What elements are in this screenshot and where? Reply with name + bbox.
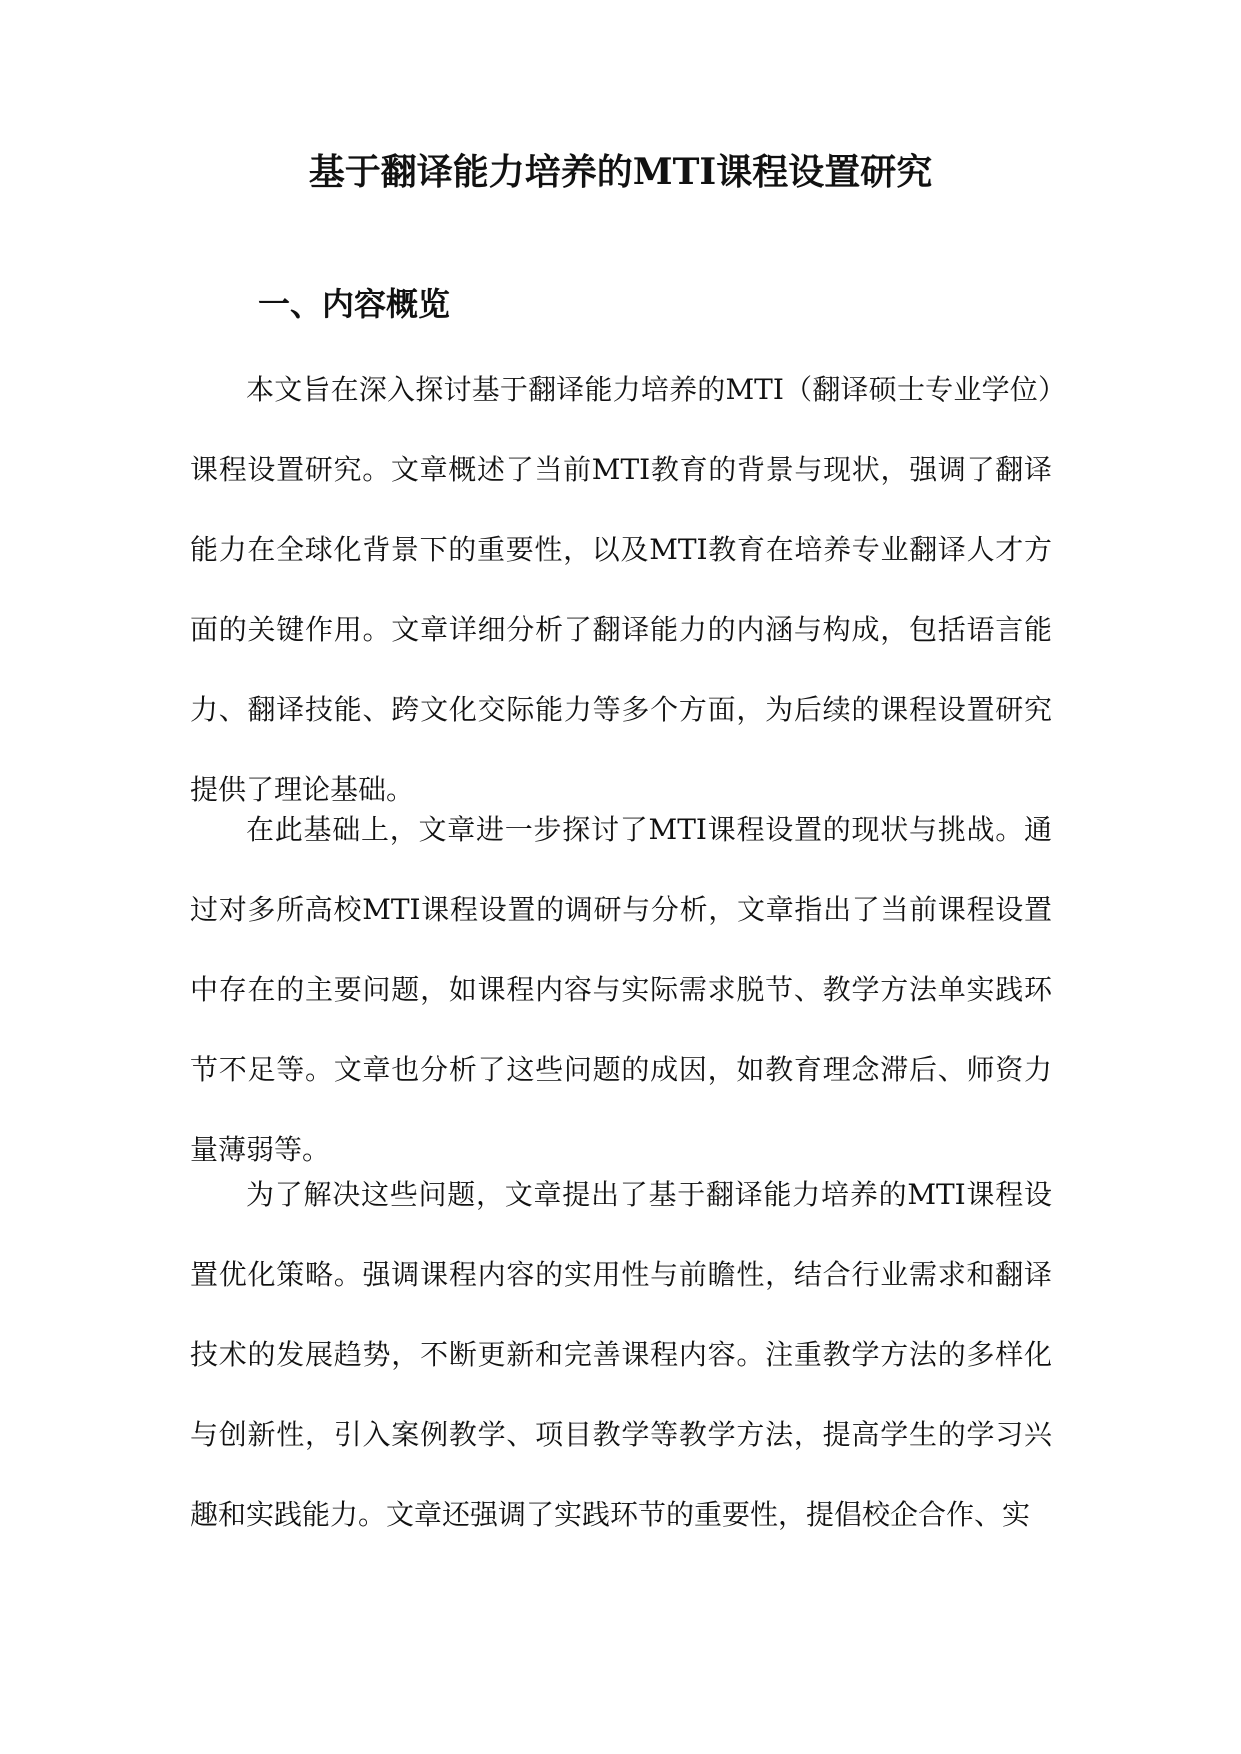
body-paragraph-1: 本文旨在深入探讨基于翻译能力培养的MTI（翻译硕士专业学位）课程设置研究。文章概述了当前MTI教育的背景与现状，强调了翻译能力在全球化背景下的重要性，以及MTI教育在培养专业翻译人才方面的关键作用。文章详细分析了翻译能力的内涵与构成，包括语言能力、翻译技能、跨文化交际能力等多个方面，为后续的课程设置研究提供了理论基础。 xyxy=(190,373,1052,806)
body-paragraph-2: 在此基础上，文章进一步探讨了MTI课程设置的现状与挑战。通过对多所高校MTI课程设置的调研与分析，文章指出了当前课程设置中存在的主要问题，如课程内容与实际需求脱节、教学方法单实践环节不足等。文章也分析了这些问题的成因，如教育理念滞后、师资力量薄弱等。 xyxy=(190,813,1052,1166)
body-paragraph-3: 为了解决这些问题，文章提出了基于翻译能力培养的MTI课程设置优化策略。强调课程内容的实用性与前瞻性，结合行业需求和翻译技术的发展趋势，不断更新和完善课程内容。注重教学方法的多样化与创新性，引入案例教学、项目教学等教学方法，提高学生的学习兴趣和实践能力。文章还强调了实践环节的重要性，提倡校企合作、实 xyxy=(190,1178,1052,1531)
document-title: 基于翻译能力培养的MTI课程设置研究 xyxy=(308,151,933,193)
section-heading: 一、内容概览 xyxy=(258,285,451,323)
